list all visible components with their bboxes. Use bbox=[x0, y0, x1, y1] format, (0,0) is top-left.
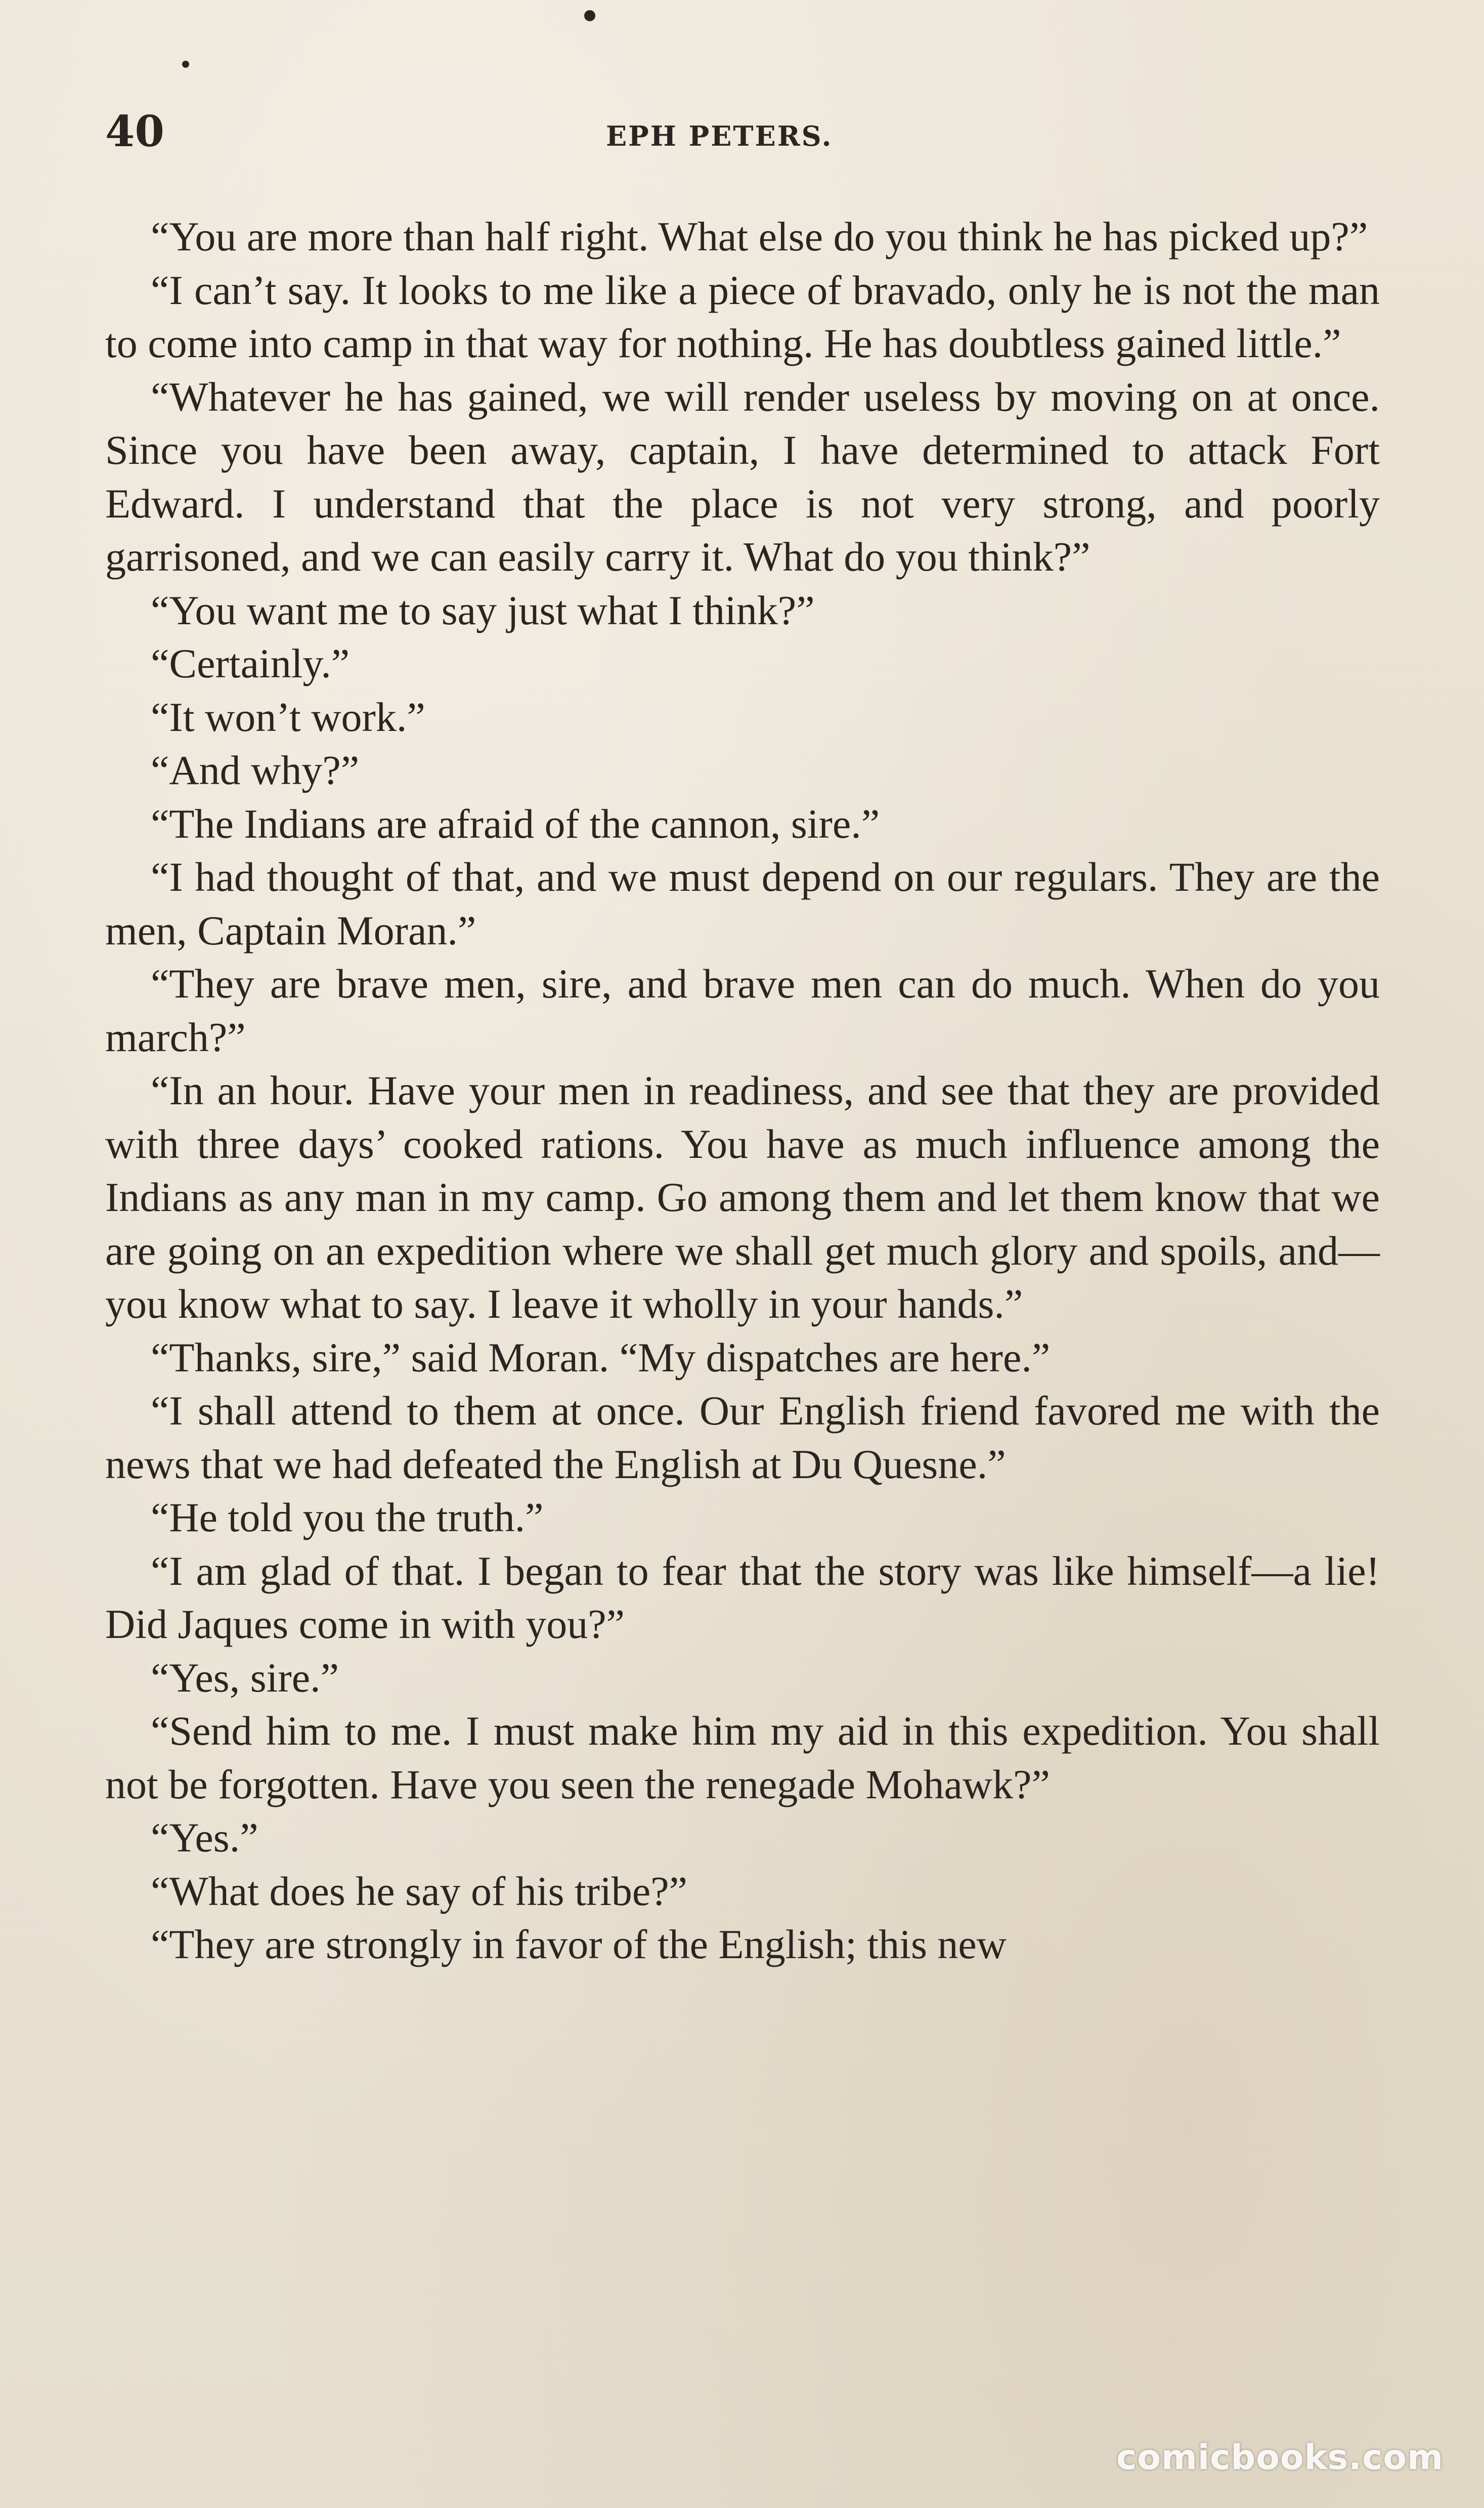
paragraph: “You are more than half right. What else do you think he has picked up?” bbox=[151, 213, 1368, 260]
paragraph: “Yes, sire.” bbox=[151, 1654, 339, 1701]
paragraph: “Send him to me. I must make him my aid in this expedition. You shall not be forgotten. Have you seen the renegade Mohawk?” bbox=[105, 1708, 1380, 1807]
running-head: EPH PETERS. bbox=[606, 120, 833, 152]
paragraph: “The Indians are afraid of the cannon, sire.” bbox=[151, 800, 880, 847]
ink-speck bbox=[584, 10, 595, 21]
paragraph: “Whatever he has gained, we will render useless by moving on at once. Since you have been away, captain, I have determined to attack Fort Edward. I understand that the place is not very strong, and poorly garrisoned, and we can easily carry it. What do you think?” bbox=[105, 373, 1380, 580]
paragraph: “And why?” bbox=[151, 747, 360, 793]
page-header bbox=[105, 106, 1380, 162]
paragraph: “It won’t work.” bbox=[151, 694, 425, 740]
body-text bbox=[105, 210, 1380, 1971]
paragraph: “I can’t say. It looks to me like a piece of bravado, only he is not the man to come into camp in that way for nothing. He has doubtless gained little.” bbox=[105, 267, 1380, 366]
paragraph: “Certainly.” bbox=[151, 640, 350, 686]
paragraph: “They are strongly in favor of the English; this new bbox=[151, 1921, 1007, 1967]
paragraph: “What does he say of his tribe?” bbox=[151, 1868, 688, 1914]
page-number: 40 bbox=[105, 106, 164, 156]
paragraph: “In an hour. Have your men in readiness, and see that they are provided with three days’ cooked rations. You have as much influence among the Indians as any man in my camp. Go among them and let them know that we are going on an expedition where we shall get much glory and spoils, and— you know what to say. I leave it wholly in your hands.” bbox=[105, 1067, 1380, 1327]
watermark: comicbooks.com bbox=[1116, 2438, 1444, 2478]
paragraph: “Thanks, sire,” said Moran. “My dispatches are here.” bbox=[151, 1334, 1051, 1380]
paragraph: “They are brave men, sire, and brave men can do much. When do you march?” bbox=[105, 961, 1380, 1060]
ink-speck bbox=[182, 61, 189, 68]
paragraph: “I shall attend to them at once. Our English friend favored me with the news that we had defeated the English at Du Quesne.” bbox=[105, 1388, 1380, 1487]
paragraph: “I had thought of that, and we must depend on our regulars. They are the men, Captain Moran.” bbox=[105, 854, 1380, 954]
paragraph: “He told you the truth.” bbox=[151, 1494, 544, 1540]
paragraph: “Yes.” bbox=[151, 1814, 258, 1861]
paragraph: “You want me to say just what I think?” bbox=[151, 587, 815, 633]
paragraph: “I am glad of that. I began to fear that the story was like himself—a lie! Did Jaques come in with you?” bbox=[105, 1547, 1380, 1647]
